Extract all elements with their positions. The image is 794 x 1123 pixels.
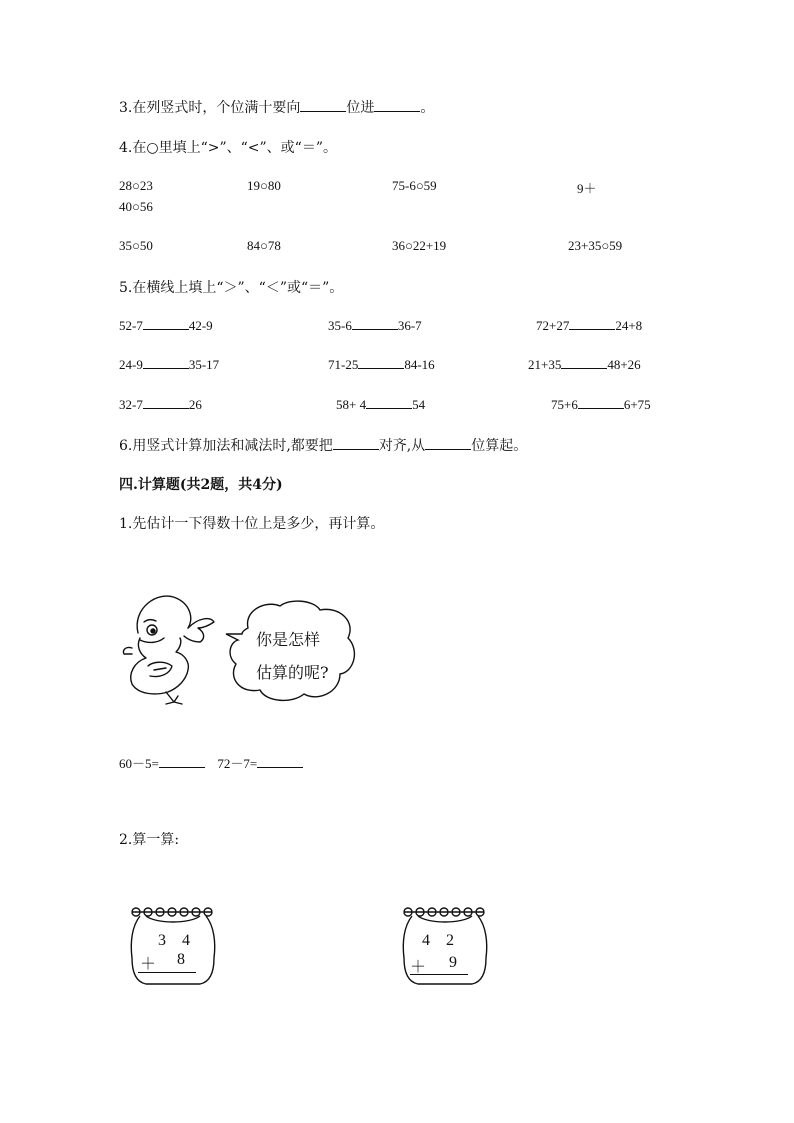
pot-1-bottom: 8: [177, 951, 191, 968]
q6-text-b: 对齐,从: [378, 438, 426, 454]
q3-blank-2[interactable]: [374, 99, 420, 112]
q5-item: 75+6 6+75: [551, 397, 651, 412]
pot-2-op: ＋: [410, 959, 433, 976]
calc-1-title: 1.先估计一下得数十位上是多少，再计算。: [119, 516, 385, 532]
q3-text-c: 。: [420, 100, 435, 116]
q5-item: 35-6 36-7: [328, 318, 422, 333]
question-4-title: 4.在○里填上“>”、“<”、或“＝”。: [119, 140, 337, 156]
estimate-exprs: [119, 753, 303, 772]
pot-2-top: 4 2: [422, 932, 460, 949]
expr-2-blank[interactable]: [257, 755, 303, 768]
q5-blank[interactable]: [569, 317, 615, 330]
q6-text-a: 6.用竖式计算加法和减法时,都要把: [119, 438, 333, 454]
q4-item: 35○50: [119, 238, 153, 253]
thought-bubble: [222, 598, 362, 708]
q5-blank[interactable]: [578, 396, 624, 409]
q4-item: 9＋: [577, 181, 597, 196]
q4-item: 28○23: [119, 178, 153, 193]
expr-1-blank[interactable]: [159, 755, 205, 768]
pot-1-op: ＋: [140, 956, 163, 973]
q3-blank-1[interactable]: [300, 99, 346, 112]
q5-blank[interactable]: [143, 396, 189, 409]
pot-2-bottom: 9: [449, 954, 463, 971]
q5-item: 72+27 24+8: [536, 318, 643, 333]
q5-blank[interactable]: [143, 317, 189, 330]
q5-item: 24-9 35-17: [119, 357, 220, 372]
q5-item: 21+35 48+26: [528, 357, 641, 372]
q5-item: 71-25 84-16: [328, 357, 435, 372]
question-5-title: 5.在横线上填上“＞”、“＜”或“＝”。: [119, 280, 344, 296]
q4-item: 40○56: [119, 199, 153, 214]
q6-blank-2[interactable]: [425, 437, 471, 450]
q4-item: 23+35○59: [568, 238, 623, 253]
q5-blank[interactable]: [561, 356, 607, 369]
q4-item: 36○22+19: [392, 238, 447, 253]
q3-text-b: 位进: [346, 100, 375, 116]
expr-2: 72－7=: [217, 756, 258, 771]
q3-text-a: 3.在列竖式时，个位满十要向: [119, 100, 301, 116]
q4-item: 84○78: [247, 238, 281, 253]
question-3: [119, 97, 434, 117]
section-4-title: 四.计算题(共2题，共4分): [119, 477, 283, 493]
bubble-text-line-2: 估算的呢?: [256, 663, 329, 682]
q6-text-c: 位算起。: [471, 438, 528, 454]
pot-1-answer-line: [138, 972, 196, 973]
q5-blank[interactable]: [366, 396, 412, 409]
q5-blank[interactable]: [352, 317, 398, 330]
bubble-text-line-1: 你是怎样: [256, 630, 321, 649]
duck-illustration: [118, 588, 228, 708]
q6-blank-1[interactable]: [333, 437, 379, 450]
pot-2-answer-line: [410, 974, 468, 975]
calc-2-title: 2.算一算:: [119, 832, 180, 848]
q5-item: 58+ 4 54: [336, 397, 426, 412]
expr-1: 60－5=: [119, 756, 159, 771]
q5-item: 32-7 26: [119, 397, 202, 412]
q5-blank[interactable]: [358, 356, 404, 369]
q4-item: 19○80: [247, 178, 281, 193]
q4-item: 75-6○59: [392, 178, 437, 193]
pot-1-top: 3 4: [158, 932, 196, 949]
q5-item: 52-7 42-9: [119, 318, 213, 333]
question-6: [119, 435, 527, 455]
q5-blank[interactable]: [143, 356, 189, 369]
